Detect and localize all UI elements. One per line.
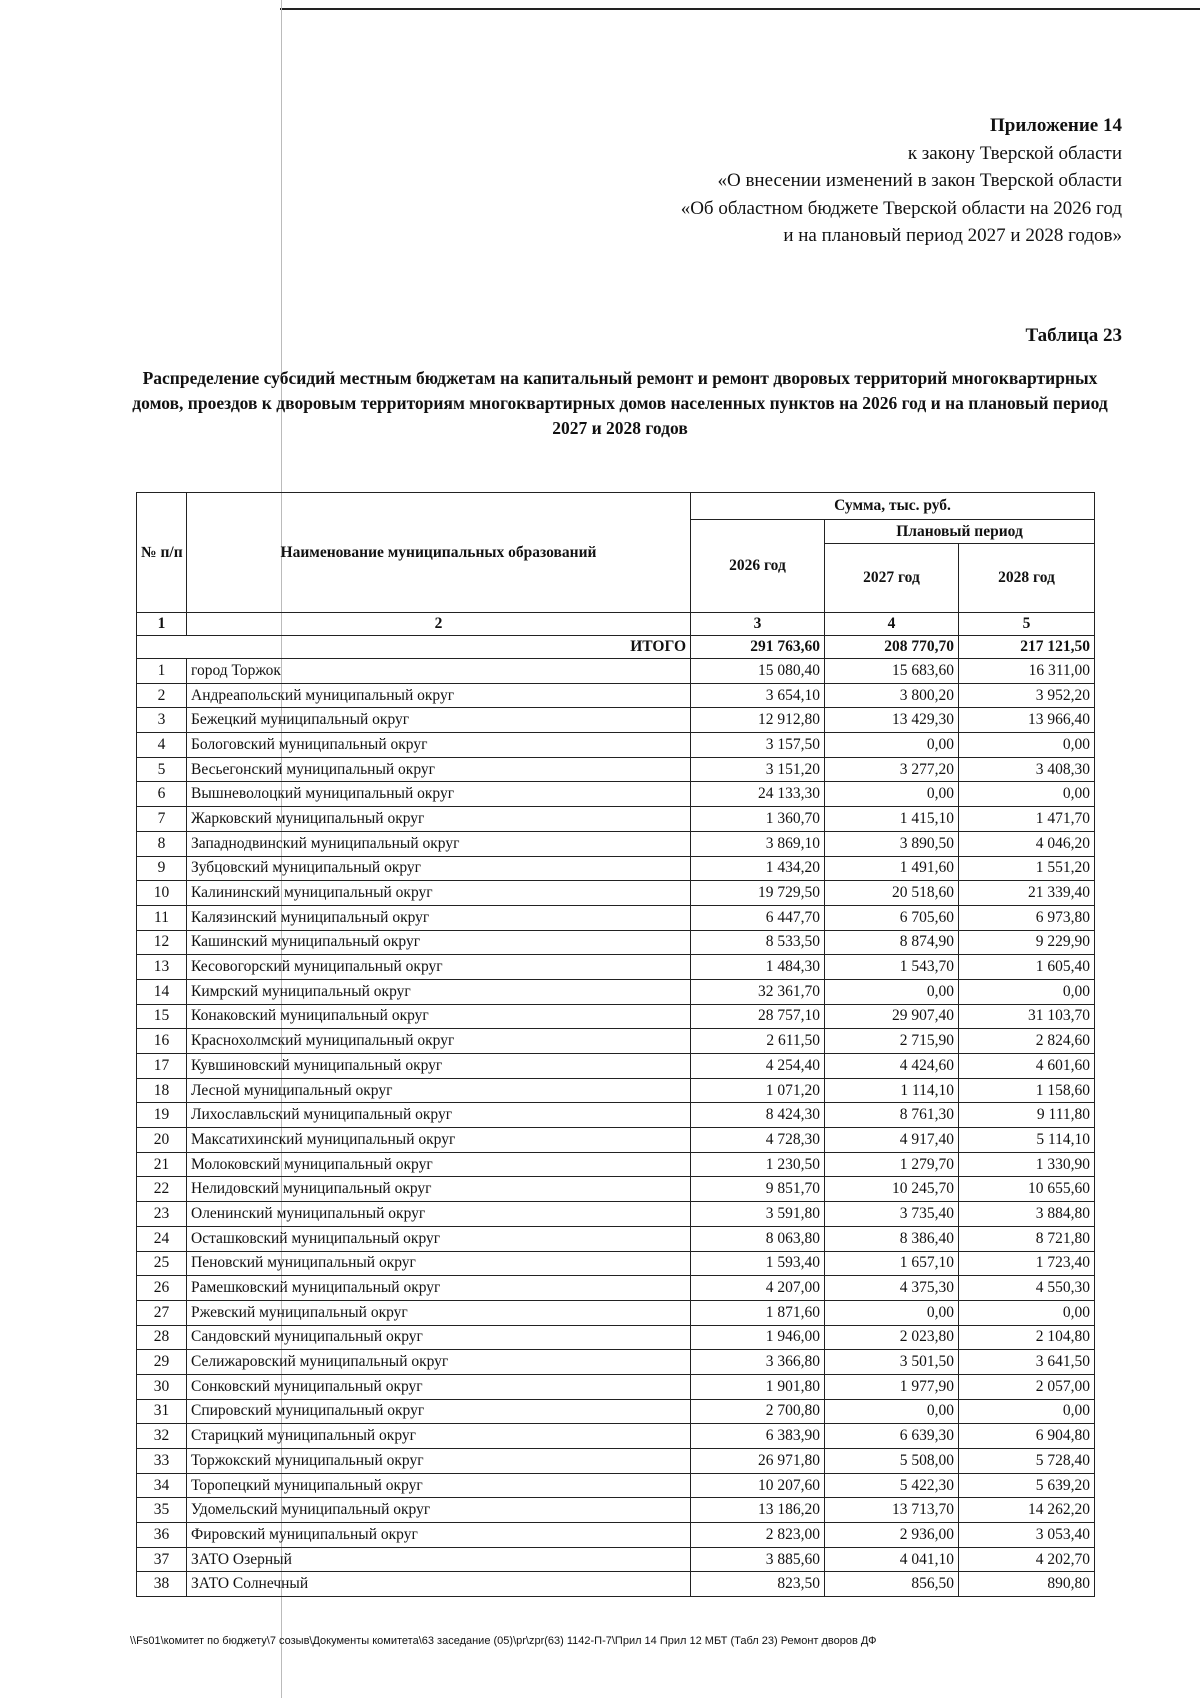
- municipality-name: Кувшиновский муниципальный округ: [187, 1054, 691, 1079]
- amount-2028: 6 904,80: [959, 1424, 1095, 1449]
- amount-2027: 29 907,40: [825, 1004, 959, 1029]
- row-number: 21: [137, 1152, 187, 1177]
- appendix-line: к закону Тверской области: [907, 142, 1122, 164]
- amount-2027: 1 279,70: [825, 1152, 959, 1177]
- amount-2028: 3 952,20: [959, 683, 1095, 708]
- total-2026: 291 763,60: [691, 636, 825, 659]
- subsidy-table: [136, 492, 1095, 1597]
- table-row: [137, 1202, 1095, 1227]
- municipality-name: Жарковский муниципальный округ: [187, 807, 691, 832]
- amount-2027: 1 543,70: [825, 955, 959, 980]
- amount-2028: 1 605,40: [959, 955, 1095, 980]
- amount-2027: 5 508,00: [825, 1449, 959, 1474]
- amount-2028: 13 966,40: [959, 708, 1095, 733]
- amount-2026: 28 757,10: [691, 1004, 825, 1029]
- row-number: 13: [137, 955, 187, 980]
- amount-2028: 5 639,20: [959, 1473, 1095, 1498]
- table-row: [137, 1128, 1095, 1153]
- amount-2027: 20 518,60: [825, 881, 959, 906]
- table-row: [137, 1276, 1095, 1301]
- amount-2026: 19 729,50: [691, 881, 825, 906]
- header-name: Наименование муниципальных образований: [187, 493, 691, 613]
- row-number: 25: [137, 1251, 187, 1276]
- table-row: [137, 1523, 1095, 1548]
- row-number: 22: [137, 1177, 187, 1202]
- appendix-line: и на плановый период 2027 и 2028 годов»: [783, 225, 1122, 246]
- amount-2027: 6 639,30: [825, 1424, 959, 1449]
- amount-2028: 6 973,80: [959, 905, 1095, 930]
- municipality-name: Фировский муниципальный округ: [187, 1523, 691, 1548]
- appendix-title: Приложение 14: [989, 115, 1122, 136]
- table-row: [137, 708, 1095, 733]
- municipality-name: Западнодвинский муниципальный округ: [187, 831, 691, 856]
- amount-2026: 1 871,60: [691, 1300, 825, 1325]
- table-row: [137, 979, 1095, 1004]
- municipality-name: Торжокский муниципальный округ: [187, 1449, 691, 1474]
- municipality-name: Спировский муниципальный округ: [187, 1399, 691, 1424]
- amount-2026: 1 071,20: [691, 1078, 825, 1103]
- table-row: [137, 807, 1095, 832]
- table-number: Таблица 23: [1025, 325, 1122, 346]
- row-number: 30: [137, 1374, 187, 1399]
- amount-2026: 32 361,70: [691, 979, 825, 1004]
- amount-2026: 26 971,80: [691, 1449, 825, 1474]
- col-number: 4: [825, 613, 959, 636]
- municipality-name: Кесовогорский муниципальный округ: [187, 955, 691, 980]
- row-number: 33: [137, 1449, 187, 1474]
- amount-2027: 4 375,30: [825, 1276, 959, 1301]
- municipality-name: Торопецкий муниципальный округ: [187, 1473, 691, 1498]
- amount-2027: 3 277,20: [825, 757, 959, 782]
- row-number: 2: [137, 683, 187, 708]
- row-number: 14: [137, 979, 187, 1004]
- amount-2028: 0,00: [959, 1399, 1095, 1424]
- appendix-line: «О внесении изменений в закон Тверской области: [717, 170, 1122, 191]
- row-number: 16: [137, 1029, 187, 1054]
- amount-2028: 0,00: [959, 1300, 1095, 1325]
- municipality-name: Максатихинский муниципальный округ: [187, 1128, 691, 1153]
- row-number: 37: [137, 1547, 187, 1572]
- row-number: 11: [137, 905, 187, 930]
- amount-2027: 8 874,90: [825, 930, 959, 955]
- amount-2027: 13 713,70: [825, 1498, 959, 1523]
- table-row: [137, 1226, 1095, 1251]
- row-number: 34: [137, 1473, 187, 1498]
- row-number: 28: [137, 1325, 187, 1350]
- amount-2028: 9 111,80: [959, 1103, 1095, 1128]
- amount-2027: 1 114,10: [825, 1078, 959, 1103]
- amount-2027: 856,50: [825, 1572, 959, 1597]
- amount-2028: 1 551,20: [959, 856, 1095, 881]
- municipality-name: Лихославльский муниципальный округ: [187, 1103, 691, 1128]
- total-row: [137, 636, 1095, 659]
- row-number: 31: [137, 1399, 187, 1424]
- amount-2028: 2 057,00: [959, 1374, 1095, 1399]
- table-row: [137, 733, 1095, 758]
- municipality-name: Калининский муниципальный округ: [187, 881, 691, 906]
- amount-2026: 3 654,10: [691, 683, 825, 708]
- row-number: 10: [137, 881, 187, 906]
- table-row: [137, 881, 1095, 906]
- municipality-name: Сонковский муниципальный округ: [187, 1374, 691, 1399]
- table-row: [137, 1325, 1095, 1350]
- amount-2027: 8 386,40: [825, 1226, 959, 1251]
- row-number: 5: [137, 757, 187, 782]
- amount-2028: 9 229,90: [959, 930, 1095, 955]
- amount-2027: 6 705,60: [825, 905, 959, 930]
- amount-2027: 0,00: [825, 1399, 959, 1424]
- table-row: [137, 1473, 1095, 1498]
- amount-2027: 4 917,40: [825, 1128, 959, 1153]
- amount-2026: 1 434,20: [691, 856, 825, 881]
- amount-2027: 15 683,60: [825, 659, 959, 684]
- col-number: 3: [691, 613, 825, 636]
- table-row: [137, 856, 1095, 881]
- amount-2028: 4 550,30: [959, 1276, 1095, 1301]
- amount-2028: 1 158,60: [959, 1078, 1095, 1103]
- appendix-line: «Об областном бюджете Тверской области на 2026 год: [680, 197, 1122, 219]
- municipality-name: Осташковский муниципальный округ: [187, 1226, 691, 1251]
- amount-2028: 3 053,40: [959, 1523, 1095, 1548]
- row-number: 6: [137, 782, 187, 807]
- amount-2026: 12 912,80: [691, 708, 825, 733]
- header-2028: 2028 год: [959, 544, 1095, 613]
- municipality-name: Сандовский муниципальный округ: [187, 1325, 691, 1350]
- municipality-name: Калязинский муниципальный округ: [187, 905, 691, 930]
- municipality-name: Оленинский муниципальный округ: [187, 1202, 691, 1227]
- amount-2028: 0,00: [959, 979, 1095, 1004]
- municipality-name: Кимрский муниципальный округ: [187, 979, 691, 1004]
- table-row: [137, 1424, 1095, 1449]
- amount-2026: 24 133,30: [691, 782, 825, 807]
- municipality-name: Краснохолмский муниципальный округ: [187, 1029, 691, 1054]
- municipality-name: Ржевский муниципальный округ: [187, 1300, 691, 1325]
- row-number: 19: [137, 1103, 187, 1128]
- amount-2028: 0,00: [959, 782, 1095, 807]
- amount-2027: 1 977,90: [825, 1374, 959, 1399]
- row-number: 1: [137, 659, 187, 684]
- row-number: 24: [137, 1226, 187, 1251]
- amount-2027: 3 890,50: [825, 831, 959, 856]
- header-2026: 2026 год: [691, 520, 825, 613]
- row-number: 15: [137, 1004, 187, 1029]
- table-row: [137, 1054, 1095, 1079]
- amount-2027: 1 415,10: [825, 807, 959, 832]
- row-number: 29: [137, 1350, 187, 1375]
- row-number: 4: [137, 733, 187, 758]
- table-row: [137, 659, 1095, 684]
- amount-2028: 2 824,60: [959, 1029, 1095, 1054]
- amount-2026: 13 186,20: [691, 1498, 825, 1523]
- municipality-name: Зубцовский муниципальный округ: [187, 856, 691, 881]
- amount-2026: 2 823,00: [691, 1523, 825, 1548]
- municipality-name: Нелидовский муниципальный округ: [187, 1177, 691, 1202]
- total-2027: 208 770,70: [825, 636, 959, 659]
- amount-2026: 8 424,30: [691, 1103, 825, 1128]
- amount-2026: 3 157,50: [691, 733, 825, 758]
- amount-2028: 2 104,80: [959, 1325, 1095, 1350]
- amount-2026: 8 533,50: [691, 930, 825, 955]
- table-row: [137, 1374, 1095, 1399]
- amount-2027: 3 800,20: [825, 683, 959, 708]
- amount-2027: 2 023,80: [825, 1325, 959, 1350]
- col-number: 2: [187, 613, 691, 636]
- amount-2028: 3 641,50: [959, 1350, 1095, 1375]
- amount-2026: 6 447,70: [691, 905, 825, 930]
- amount-2028: 21 339,40: [959, 881, 1095, 906]
- amount-2026: 1 593,40: [691, 1251, 825, 1276]
- amount-2027: 10 245,70: [825, 1177, 959, 1202]
- row-number: 32: [137, 1424, 187, 1449]
- col-number: 5: [959, 613, 1095, 636]
- row-number: 23: [137, 1202, 187, 1227]
- table-row: [137, 831, 1095, 856]
- amount-2026: 4 207,00: [691, 1276, 825, 1301]
- municipality-name: Старицкий муниципальный округ: [187, 1424, 691, 1449]
- amount-2028: 0,00: [959, 733, 1095, 758]
- table-row: [137, 1177, 1095, 1202]
- amount-2028: 4 046,20: [959, 831, 1095, 856]
- col-number: 1: [137, 613, 187, 636]
- amount-2027: 5 422,30: [825, 1473, 959, 1498]
- municipality-name: город Торжок: [187, 659, 691, 684]
- row-number: 3: [137, 708, 187, 733]
- header-2027: 2027 год: [825, 544, 959, 613]
- amount-2026: 3 591,80: [691, 1202, 825, 1227]
- amount-2028: 4 601,60: [959, 1054, 1095, 1079]
- amount-2028: 10 655,60: [959, 1177, 1095, 1202]
- header-planned: Плановый период: [825, 520, 1095, 544]
- amount-2027: 13 429,30: [825, 708, 959, 733]
- amount-2026: 1 360,70: [691, 807, 825, 832]
- municipality-name: Весьегонский муниципальный округ: [187, 757, 691, 782]
- amount-2027: 0,00: [825, 1300, 959, 1325]
- municipality-name: Кашинский муниципальный округ: [187, 930, 691, 955]
- table-row: [137, 782, 1095, 807]
- amount-2027: 3 735,40: [825, 1202, 959, 1227]
- row-number: 17: [137, 1054, 187, 1079]
- total-label: ИТОГО: [137, 636, 691, 659]
- header-sum: Сумма, тыс. руб.: [691, 493, 1095, 520]
- amount-2027: 4 424,60: [825, 1054, 959, 1079]
- amount-2026: 3 885,60: [691, 1547, 825, 1572]
- amount-2028: 1 330,90: [959, 1152, 1095, 1177]
- amount-2026: 8 063,80: [691, 1226, 825, 1251]
- municipality-name: Лесной муниципальный округ: [187, 1078, 691, 1103]
- appendix-header: [681, 112, 1122, 250]
- amount-2027: 2 715,90: [825, 1029, 959, 1054]
- row-number: 20: [137, 1128, 187, 1153]
- amount-2028: 14 262,20: [959, 1498, 1095, 1523]
- row-number: 35: [137, 1498, 187, 1523]
- row-number: 9: [137, 856, 187, 881]
- municipality-name: Андреапольский муниципальный округ: [187, 683, 691, 708]
- row-number: 38: [137, 1572, 187, 1597]
- amount-2026: 10 207,60: [691, 1473, 825, 1498]
- amount-2026: 3 869,10: [691, 831, 825, 856]
- table-row: [137, 1152, 1095, 1177]
- amount-2026: 9 851,70: [691, 1177, 825, 1202]
- amount-2028: 16 311,00: [959, 659, 1095, 684]
- row-number: 36: [137, 1523, 187, 1548]
- amount-2028: 890,80: [959, 1572, 1095, 1597]
- row-number: 8: [137, 831, 187, 856]
- amount-2028: 3 884,80: [959, 1202, 1095, 1227]
- table-row: [137, 1547, 1095, 1572]
- document-title: Распределение субсидий местным бюджетам на капитальный ремонт и ремонт дворовых территорий многоквартирных домов, проездов к дворовым территориям многоквартирных домов населенных пунктов на 2026 год и на плановый период 2027 и 2028 годов: [132, 368, 1108, 438]
- amount-2026: 3 151,20: [691, 757, 825, 782]
- amount-2028: 5 728,40: [959, 1449, 1095, 1474]
- table-row: [137, 1449, 1095, 1474]
- municipality-name: Рамешковский муниципальный округ: [187, 1276, 691, 1301]
- table-row: [137, 930, 1095, 955]
- table-row: [137, 1300, 1095, 1325]
- row-number: 18: [137, 1078, 187, 1103]
- row-number: 26: [137, 1276, 187, 1301]
- row-number: 7: [137, 807, 187, 832]
- amount-2026: 1 901,80: [691, 1374, 825, 1399]
- amount-2026: 15 080,40: [691, 659, 825, 684]
- table-row: [137, 1251, 1095, 1276]
- municipality-name: Бежецкий муниципальный округ: [187, 708, 691, 733]
- header-num: № п/п: [137, 493, 187, 613]
- amount-2027: 4 041,10: [825, 1547, 959, 1572]
- amount-2028: 1 471,70: [959, 807, 1095, 832]
- amount-2028: 3 408,30: [959, 757, 1095, 782]
- amount-2026: 2 611,50: [691, 1029, 825, 1054]
- file-path-footer: \\Fs01\комитет по бюджету\7 созыв\Документы комитета\63 заседание (05)\pr\zpr(63) 1142-П-7\Прил 14 Прил 12 МБТ (Табл 23) Ремонт дворов ДФ: [130, 1635, 877, 1647]
- amount-2027: 3 501,50: [825, 1350, 959, 1375]
- row-number: 12: [137, 930, 187, 955]
- table-row: [137, 683, 1095, 708]
- top-border-line: [280, 8, 1200, 10]
- amount-2027: 0,00: [825, 782, 959, 807]
- table-row: [137, 955, 1095, 980]
- municipality-name: Селижаровский муниципальный округ: [187, 1350, 691, 1375]
- amount-2027: 1 657,10: [825, 1251, 959, 1276]
- amount-2028: 5 114,10: [959, 1128, 1095, 1153]
- table-row: [137, 1103, 1095, 1128]
- amount-2026: 6 383,90: [691, 1424, 825, 1449]
- amount-2027: 0,00: [825, 733, 959, 758]
- municipality-name: ЗАТО Солнечный: [187, 1572, 691, 1597]
- table-row: [137, 1029, 1095, 1054]
- amount-2026: 823,50: [691, 1572, 825, 1597]
- table-row: [137, 1498, 1095, 1523]
- amount-2028: 1 723,40: [959, 1251, 1095, 1276]
- amount-2027: 1 491,60: [825, 856, 959, 881]
- table-row: [137, 905, 1095, 930]
- amount-2027: 2 936,00: [825, 1523, 959, 1548]
- table-row: [137, 1399, 1095, 1424]
- table-row: [137, 757, 1095, 782]
- amount-2028: 31 103,70: [959, 1004, 1095, 1029]
- amount-2026: 2 700,80: [691, 1399, 825, 1424]
- table-row: [137, 1004, 1095, 1029]
- amount-2028: 8 721,80: [959, 1226, 1095, 1251]
- table-row: [137, 1078, 1095, 1103]
- municipality-name: Молоковский муниципальный округ: [187, 1152, 691, 1177]
- municipality-name: Бологовский муниципальный округ: [187, 733, 691, 758]
- amount-2026: 1 484,30: [691, 955, 825, 980]
- municipality-name: Удомельский муниципальный округ: [187, 1498, 691, 1523]
- amount-2027: 0,00: [825, 979, 959, 1004]
- amount-2026: 4 728,30: [691, 1128, 825, 1153]
- amount-2026: 4 254,40: [691, 1054, 825, 1079]
- municipality-name: Пеновский муниципальный округ: [187, 1251, 691, 1276]
- table-row: [137, 1350, 1095, 1375]
- amount-2026: 1 230,50: [691, 1152, 825, 1177]
- row-number: 27: [137, 1300, 187, 1325]
- amount-2028: 4 202,70: [959, 1547, 1095, 1572]
- municipality-name: ЗАТО Озерный: [187, 1547, 691, 1572]
- municipality-name: Конаковский муниципальный округ: [187, 1004, 691, 1029]
- table-row: [137, 1572, 1095, 1597]
- amount-2027: 8 761,30: [825, 1103, 959, 1128]
- amount-2026: 3 366,80: [691, 1350, 825, 1375]
- total-2028: 217 121,50: [959, 636, 1095, 659]
- municipality-name: Вышневолоцкий муниципальный округ: [187, 782, 691, 807]
- amount-2026: 1 946,00: [691, 1325, 825, 1350]
